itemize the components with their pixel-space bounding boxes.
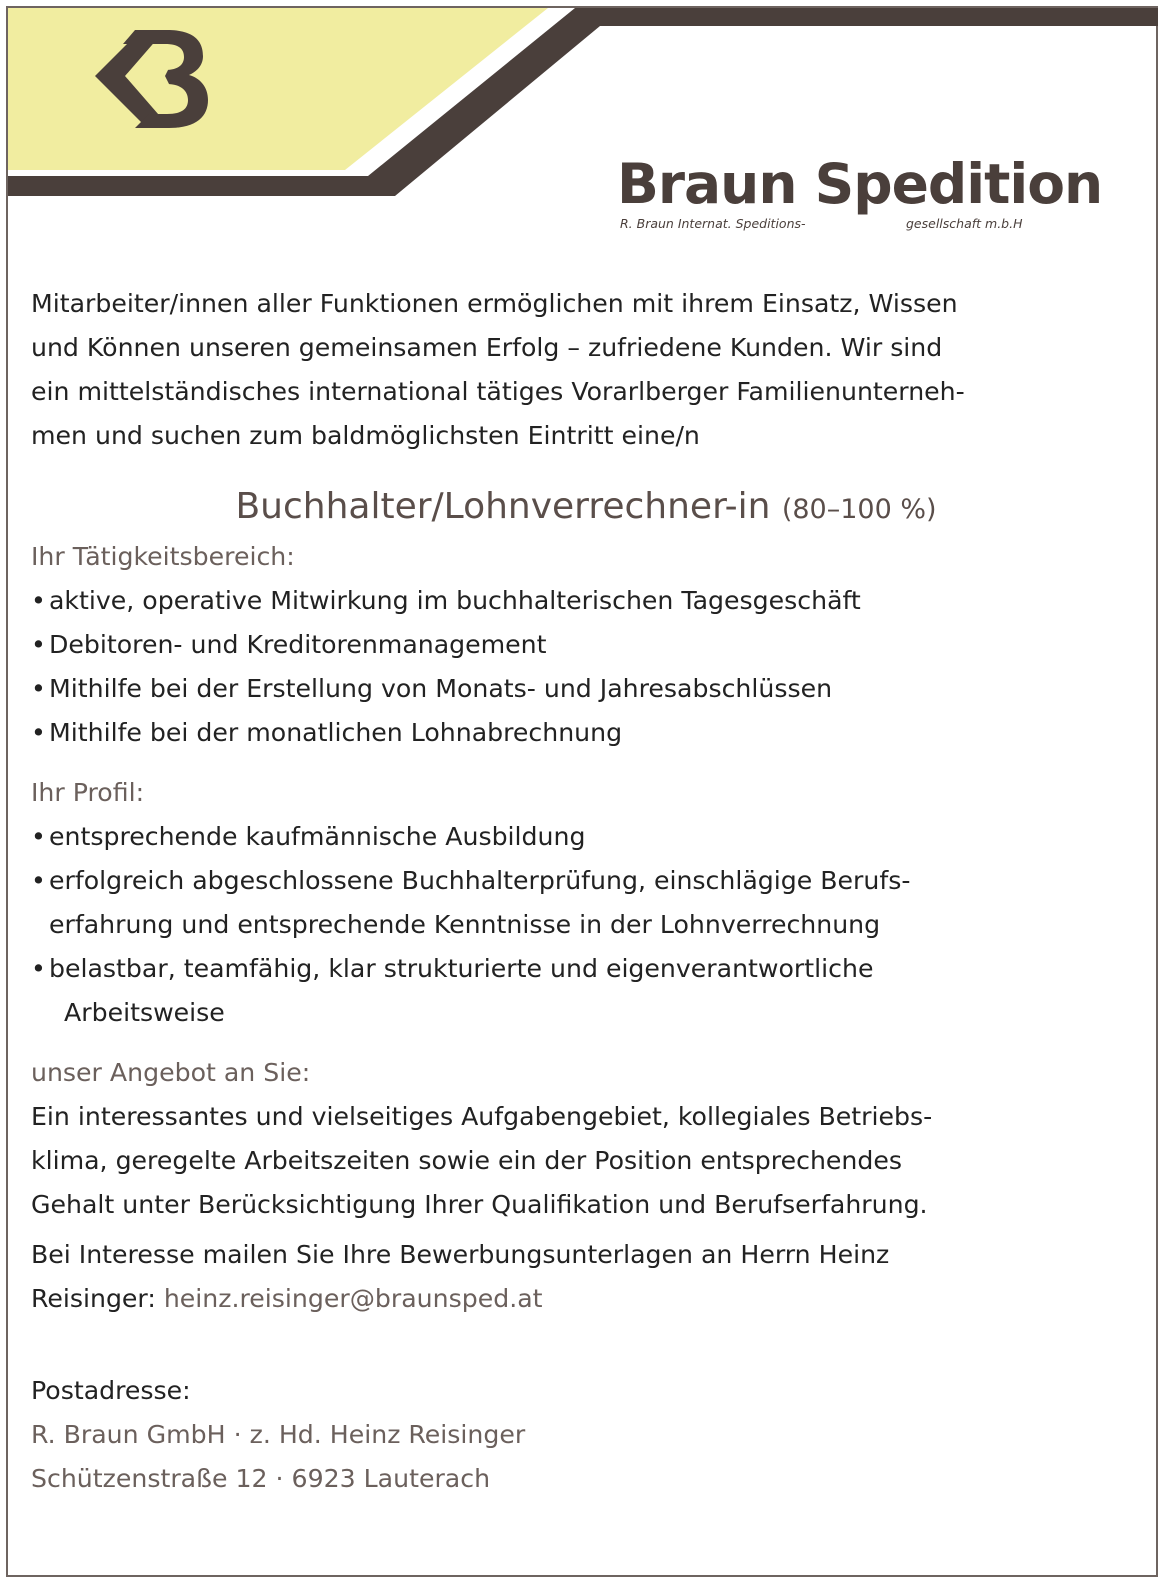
- intro-line: Mitarbeiter/innen aller Funktionen ermöglichen mit ihrem Einsatz, Wissen: [31, 289, 958, 318]
- list-item: [31, 623, 1141, 667]
- intro-line: men und suchen zum baldmöglichsten Eintritt eine/n: [31, 421, 700, 450]
- contact-paragraph: [31, 1233, 1141, 1321]
- list-item-text: aktive, operative Mitwirkung im buchhalterischen Tagesgeschäft: [49, 586, 861, 615]
- yellow-band: [8, 8, 548, 170]
- offer-line: klima, geregelte Arbeitszeiten sowie ein der Position entsprechendes: [31, 1146, 902, 1175]
- offer-line: Gehalt unter Berücksichtigung Ihrer Qualifikation und Berufserfahrung.: [31, 1190, 928, 1219]
- intro-line: ein mittelständisches international tätiges Vorarlberger Familienunterneh-: [31, 377, 965, 406]
- list-item: [31, 947, 1141, 991]
- list-item-continuation: erfahrung und entsprechende Kenntnisse in der Lohnverrechnung: [49, 910, 881, 939]
- bullet-icon: •: [31, 822, 46, 851]
- list-item-text: erfolgreich abgeschlossene Buchhalterprüfung, einschlägige Berufs-: [49, 866, 911, 895]
- profile-heading: Ihr Profil:: [31, 778, 145, 807]
- list-item: [31, 711, 1141, 755]
- bullet-icon: •: [31, 954, 46, 983]
- brand-subtitle-left: R. Braun Internat. Speditions-: [620, 216, 806, 231]
- list-item-text: Debitoren- und Kreditorenmanagement: [49, 630, 547, 659]
- offer-heading: unser Angebot an Sie:: [31, 1058, 311, 1087]
- profile-list: [31, 815, 1141, 1035]
- bullet-icon: •: [31, 718, 46, 747]
- job-title: [31, 486, 1141, 527]
- email-link[interactable]: heinz.reisinger@braunsped.at: [163, 1284, 543, 1313]
- list-item-text: Mithilfe bei der Erstellung von Monats- und Jahresabschlüssen: [49, 674, 833, 703]
- list-item-continuation: Arbeitsweise: [64, 998, 225, 1027]
- address-line: Schützenstraße 12 · 6923 Lauterach: [31, 1464, 491, 1493]
- list-item: [31, 579, 1141, 623]
- bullet-icon: •: [31, 630, 46, 659]
- contact-line: Bei Interesse mailen Sie Ihre Bewerbungsunterlagen an Herrn Heinz: [31, 1240, 890, 1269]
- list-item: [31, 667, 1141, 711]
- contact-line: [31, 1277, 1141, 1321]
- intro-paragraph: [31, 282, 1141, 458]
- address-heading: Postadresse:: [31, 1376, 191, 1405]
- contact-prefix: Reisinger:: [31, 1284, 164, 1313]
- duties-list: [31, 579, 1141, 755]
- intro-line: und Können unseren gemeinsamen Erfolg – zufriedene Kunden. Wir sind: [31, 333, 943, 362]
- list-item: [31, 815, 1141, 859]
- bullet-icon: •: [31, 866, 46, 895]
- offer-line: Ein interessantes und vielseitiges Aufgabengebiet, kollegiales Betriebs-: [31, 1102, 933, 1131]
- job-title-text: Buchhalter/Lohnverrechner-in: [235, 486, 771, 527]
- bullet-icon: •: [31, 674, 46, 703]
- list-item-text: entsprechende kaufmännische Ausbildung: [49, 822, 586, 851]
- duties-heading: Ihr Tätigkeitsbereich:: [31, 542, 295, 571]
- offer-paragraph: [31, 1095, 1141, 1227]
- list-item: [31, 859, 1141, 903]
- brand-name: Braun Spedition: [617, 152, 1103, 216]
- list-item-text: Mithilfe bei der monatlichen Lohnabrechnung: [49, 718, 623, 747]
- bullet-icon: •: [31, 586, 46, 615]
- job-percent: (80–100 %): [781, 494, 937, 525]
- brand-subtitle-right: gesellschaft m.b.H: [906, 216, 1023, 231]
- job-ad-content: [31, 282, 1141, 1501]
- list-item-text: belastbar, teamfähig, klar strukturierte und eigenverantwortliche: [49, 954, 874, 983]
- address-line: R. Braun GmbH · z. Hd. Heinz Reisinger: [31, 1420, 526, 1449]
